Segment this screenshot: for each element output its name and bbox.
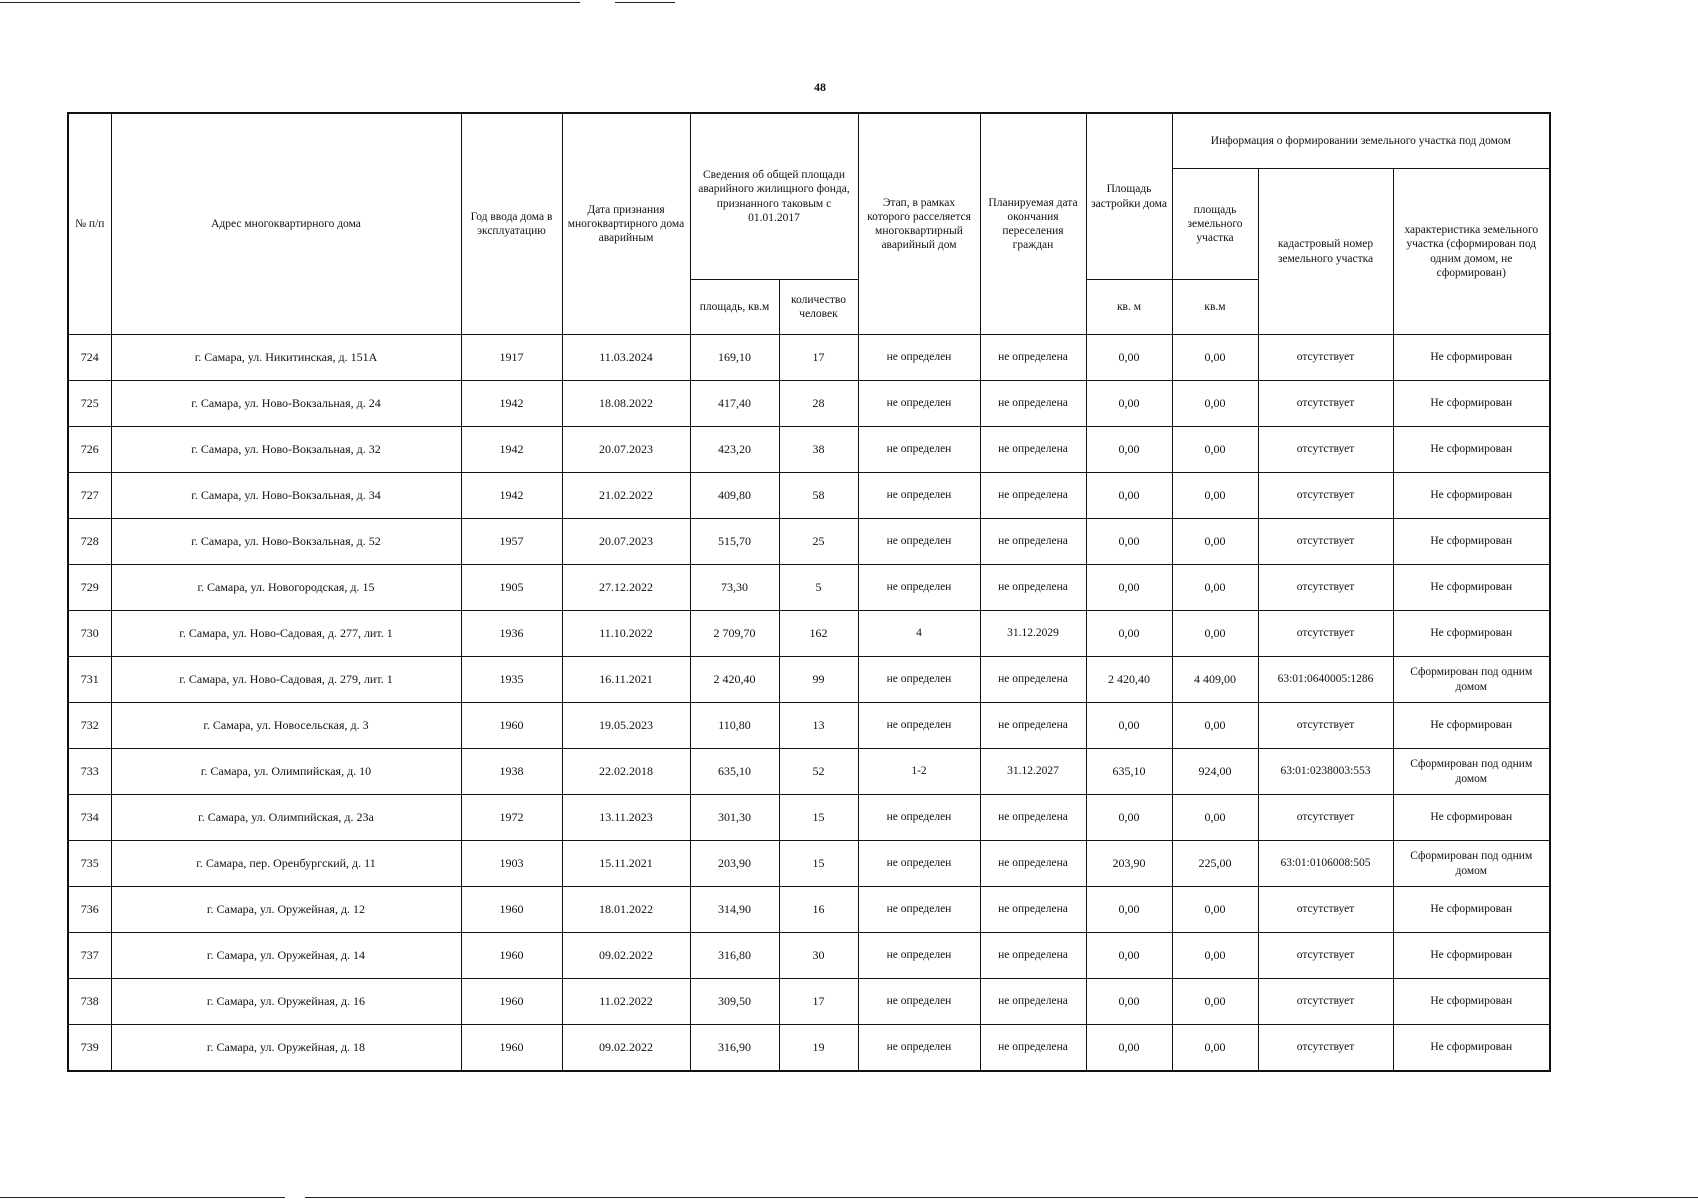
cell-area: 417,40 xyxy=(690,381,779,427)
cell-planned-end: не определена xyxy=(980,841,1086,887)
table-header xyxy=(68,113,1550,335)
table-row xyxy=(68,565,1550,611)
cell-land-area: 4 409,00 xyxy=(1172,657,1258,703)
cell-building-area: 0,00 xyxy=(1086,933,1172,979)
cell-planned-end: не определена xyxy=(980,565,1086,611)
header-area-info: Сведения об общей площади аварийного жилищного фонда, признанного таковым с 01.01.2017 xyxy=(690,113,858,280)
cell-people: 52 xyxy=(779,749,858,795)
cell-people: 13 xyxy=(779,703,858,749)
cell-building-area: 2 420,40 xyxy=(1086,657,1172,703)
header-stage: Этап, в рамках которого расселяется многоквартирный аварийный дом xyxy=(858,113,980,335)
cell-people: 15 xyxy=(779,841,858,887)
cell-num: 735 xyxy=(68,841,111,887)
cell-land-char: Сформирован под одним домом xyxy=(1393,749,1550,795)
cell-recognition-date: 21.02.2022 xyxy=(562,473,690,519)
cell-building-area: 0,00 xyxy=(1086,887,1172,933)
cell-cadastral: отсутствует xyxy=(1258,703,1393,749)
cell-area: 301,30 xyxy=(690,795,779,841)
cell-address: г. Самара, ул. Ново-Вокзальная, д. 34 xyxy=(111,473,461,519)
cell-planned-end: 31.12.2029 xyxy=(980,611,1086,657)
cell-address: г. Самара, ул. Ново-Вокзальная, д. 32 xyxy=(111,427,461,473)
cell-recognition-date: 11.03.2024 xyxy=(562,335,690,381)
cell-address: г. Самара, ул. Олимпийская, д. 23а xyxy=(111,795,461,841)
cell-address: г. Самара, ул. Оружейная, д. 12 xyxy=(111,887,461,933)
cell-cadastral: отсутствует xyxy=(1258,933,1393,979)
cell-cadastral: отсутствует xyxy=(1258,1025,1393,1072)
cell-land-area: 0,00 xyxy=(1172,473,1258,519)
cell-recognition-date: 18.08.2022 xyxy=(562,381,690,427)
cell-building-area: 635,10 xyxy=(1086,749,1172,795)
cell-planned-end: 31.12.2027 xyxy=(980,749,1086,795)
cell-stage: не определен xyxy=(858,381,980,427)
cell-num: 725 xyxy=(68,381,111,427)
cell-num: 732 xyxy=(68,703,111,749)
cell-building-area: 0,00 xyxy=(1086,795,1172,841)
table-row xyxy=(68,611,1550,657)
header-land-area-unit: кв.м xyxy=(1172,280,1258,335)
cell-year: 1942 xyxy=(461,473,562,519)
cell-people: 15 xyxy=(779,795,858,841)
cell-year: 1960 xyxy=(461,1025,562,1072)
cell-stage: не определен xyxy=(858,841,980,887)
header-area: площадь, кв.м xyxy=(690,280,779,335)
table-row xyxy=(68,473,1550,519)
cell-land-area: 0,00 xyxy=(1172,381,1258,427)
cell-cadastral: отсутствует xyxy=(1258,795,1393,841)
cell-planned-end: не определена xyxy=(980,427,1086,473)
cell-address: г. Самара, пер. Оренбургский, д. 11 xyxy=(111,841,461,887)
cell-recognition-date: 16.11.2021 xyxy=(562,657,690,703)
cell-address: г. Самара, ул. Ново-Садовая, д. 279, лит. 1 xyxy=(111,657,461,703)
cell-cadastral: 63:01:0106008:505 xyxy=(1258,841,1393,887)
cell-land-area: 0,00 xyxy=(1172,611,1258,657)
cell-land-char: Не сформирован xyxy=(1393,611,1550,657)
cell-land-char: Не сформирован xyxy=(1393,565,1550,611)
cell-area: 314,90 xyxy=(690,887,779,933)
cell-land-char: Не сформирован xyxy=(1393,703,1550,749)
cell-land-area: 0,00 xyxy=(1172,519,1258,565)
cell-stage: не определен xyxy=(858,1025,980,1072)
cell-building-area: 0,00 xyxy=(1086,703,1172,749)
table-body xyxy=(68,335,1550,1072)
cell-land-char: Не сформирован xyxy=(1393,795,1550,841)
cell-area: 169,10 xyxy=(690,335,779,381)
cell-num: 727 xyxy=(68,473,111,519)
cell-land-area: 0,00 xyxy=(1172,565,1258,611)
cell-stage: не определен xyxy=(858,887,980,933)
cell-year: 1917 xyxy=(461,335,562,381)
cell-planned-end: не определена xyxy=(980,703,1086,749)
cell-land-area: 0,00 xyxy=(1172,933,1258,979)
cell-year: 1972 xyxy=(461,795,562,841)
cell-area: 110,80 xyxy=(690,703,779,749)
cell-people: 25 xyxy=(779,519,858,565)
cell-recognition-date: 09.02.2022 xyxy=(562,933,690,979)
cell-land-char: Не сформирован xyxy=(1393,1025,1550,1072)
cell-num: 739 xyxy=(68,1025,111,1072)
header-planned-end: Планируемая дата окончания переселения граждан xyxy=(980,113,1086,335)
cell-people: 16 xyxy=(779,887,858,933)
cell-cadastral: отсутствует xyxy=(1258,381,1393,427)
cell-planned-end: не определена xyxy=(980,473,1086,519)
table-row xyxy=(68,703,1550,749)
cell-land-char: Не сформирован xyxy=(1393,335,1550,381)
cell-recognition-date: 20.07.2023 xyxy=(562,519,690,565)
cell-cadastral: отсутствует xyxy=(1258,427,1393,473)
cell-land-area: 0,00 xyxy=(1172,795,1258,841)
cell-year: 1935 xyxy=(461,657,562,703)
scan-edge-top-left xyxy=(0,2,580,3)
cell-building-area: 0,00 xyxy=(1086,335,1172,381)
cell-area: 309,50 xyxy=(690,979,779,1025)
cell-area: 316,90 xyxy=(690,1025,779,1072)
cell-year: 1942 xyxy=(461,427,562,473)
cell-cadastral: отсутствует xyxy=(1258,887,1393,933)
cell-land-area: 0,00 xyxy=(1172,427,1258,473)
cell-cadastral: отсутствует xyxy=(1258,565,1393,611)
table-row xyxy=(68,381,1550,427)
cell-people: 17 xyxy=(779,335,858,381)
cell-cadastral: отсутствует xyxy=(1258,473,1393,519)
cell-planned-end: не определена xyxy=(980,335,1086,381)
cell-stage: не определен xyxy=(858,473,980,519)
cell-recognition-date: 11.02.2022 xyxy=(562,979,690,1025)
cell-area: 203,90 xyxy=(690,841,779,887)
cell-area: 316,80 xyxy=(690,933,779,979)
cell-land-char: Не сформирован xyxy=(1393,933,1550,979)
cell-cadastral: отсутствует xyxy=(1258,519,1393,565)
header-year: Год ввода дома в эксплуатацию xyxy=(461,113,562,335)
cell-land-char: Не сформирован xyxy=(1393,887,1550,933)
cell-planned-end: не определена xyxy=(980,795,1086,841)
cell-year: 1960 xyxy=(461,933,562,979)
cell-num: 726 xyxy=(68,427,111,473)
cell-land-char: Не сформирован xyxy=(1393,427,1550,473)
cell-area: 515,70 xyxy=(690,519,779,565)
cell-address: г. Самара, ул. Ново-Вокзальная, д. 52 xyxy=(111,519,461,565)
cell-address: г. Самара, ул. Новосельская, д. 3 xyxy=(111,703,461,749)
cell-address: г. Самара, ул. Оружейная, д. 14 xyxy=(111,933,461,979)
cell-land-char: Сформирован под одним домом xyxy=(1393,657,1550,703)
cell-people: 162 xyxy=(779,611,858,657)
table-row xyxy=(68,933,1550,979)
cell-num: 736 xyxy=(68,887,111,933)
cell-area: 635,10 xyxy=(690,749,779,795)
cell-stage: не определен xyxy=(858,979,980,1025)
cell-planned-end: не определена xyxy=(980,1025,1086,1072)
cell-recognition-date: 19.05.2023 xyxy=(562,703,690,749)
cell-address: г. Самара, ул. Олимпийская, д. 10 xyxy=(111,749,461,795)
cell-recognition-date: 13.11.2023 xyxy=(562,795,690,841)
header-cadastral: кадастровый номер земельного участка xyxy=(1258,169,1393,335)
cell-stage: не определен xyxy=(858,565,980,611)
cell-year: 1936 xyxy=(461,611,562,657)
cell-planned-end: не определена xyxy=(980,887,1086,933)
cell-building-area: 0,00 xyxy=(1086,381,1172,427)
cell-people: 99 xyxy=(779,657,858,703)
cell-land-area: 0,00 xyxy=(1172,703,1258,749)
table-row xyxy=(68,795,1550,841)
cell-area: 423,20 xyxy=(690,427,779,473)
cell-address: г. Самара, ул. Новогородская, д. 15 xyxy=(111,565,461,611)
cell-year: 1938 xyxy=(461,749,562,795)
cell-recognition-date: 18.01.2022 xyxy=(562,887,690,933)
cell-recognition-date: 11.10.2022 xyxy=(562,611,690,657)
header-people: количество человек xyxy=(779,280,858,335)
cell-address: г. Самара, ул. Ново-Садовая, д. 277, лит. 1 xyxy=(111,611,461,657)
cell-land-char: Не сформирован xyxy=(1393,519,1550,565)
cell-building-area: 0,00 xyxy=(1086,565,1172,611)
cell-people: 58 xyxy=(779,473,858,519)
cell-planned-end: не определена xyxy=(980,933,1086,979)
header-land-info: Информация о формировании земельного участка под домом xyxy=(1172,113,1550,169)
cell-land-area: 0,00 xyxy=(1172,1025,1258,1072)
table-row xyxy=(68,427,1550,473)
cell-land-char: Сформирован под одним домом xyxy=(1393,841,1550,887)
table-row xyxy=(68,657,1550,703)
cell-area: 73,30 xyxy=(690,565,779,611)
cell-address: г. Самара, ул. Оружейная, д. 16 xyxy=(111,979,461,1025)
cell-area: 2 420,40 xyxy=(690,657,779,703)
header-land-char: характеристика земельного участка (сформирован под одним домом, не сформирован) xyxy=(1393,169,1550,335)
cell-stage: не определен xyxy=(858,657,980,703)
table-row xyxy=(68,519,1550,565)
cell-year: 1960 xyxy=(461,979,562,1025)
cell-year: 1903 xyxy=(461,841,562,887)
scan-edge-top-mid xyxy=(615,2,675,3)
cell-land-area: 0,00 xyxy=(1172,335,1258,381)
cell-land-char: Не сформирован xyxy=(1393,473,1550,519)
cell-planned-end: не определена xyxy=(980,657,1086,703)
cell-people: 28 xyxy=(779,381,858,427)
cell-stage: 4 xyxy=(858,611,980,657)
cell-num: 728 xyxy=(68,519,111,565)
cell-year: 1960 xyxy=(461,887,562,933)
header-building-area-unit: кв. м xyxy=(1086,280,1172,335)
cell-year: 1957 xyxy=(461,519,562,565)
cell-land-area: 0,00 xyxy=(1172,979,1258,1025)
cell-num: 738 xyxy=(68,979,111,1025)
table-row xyxy=(68,1025,1550,1072)
cell-recognition-date: 22.02.2018 xyxy=(562,749,690,795)
table-row xyxy=(68,979,1550,1025)
cell-people: 30 xyxy=(779,933,858,979)
table-row xyxy=(68,335,1550,381)
cell-cadastral: 63:01:0640005:1286 xyxy=(1258,657,1393,703)
cell-building-area: 0,00 xyxy=(1086,519,1172,565)
cell-stage: не определен xyxy=(858,335,980,381)
cell-cadastral: 63:01:0238003:553 xyxy=(1258,749,1393,795)
cell-cadastral: отсутствует xyxy=(1258,335,1393,381)
cell-land-char: Не сформирован xyxy=(1393,979,1550,1025)
cell-area: 2 709,70 xyxy=(690,611,779,657)
cell-building-area: 0,00 xyxy=(1086,427,1172,473)
header-building-area: Площадь застройки дома xyxy=(1086,113,1172,280)
cell-recognition-date: 15.11.2021 xyxy=(562,841,690,887)
cell-recognition-date: 27.12.2022 xyxy=(562,565,690,611)
cell-people: 38 xyxy=(779,427,858,473)
cell-stage: не определен xyxy=(858,703,980,749)
cell-num: 724 xyxy=(68,335,111,381)
cell-land-area: 225,00 xyxy=(1172,841,1258,887)
cell-num: 737 xyxy=(68,933,111,979)
cell-num: 733 xyxy=(68,749,111,795)
scan-edge-bottom-left xyxy=(0,1197,285,1198)
cell-address: г. Самара, ул. Ново-Вокзальная, д. 24 xyxy=(111,381,461,427)
header-recognition-date: Дата признания многоквартирного дома аварийным xyxy=(562,113,690,335)
cell-stage: не определен xyxy=(858,427,980,473)
table-row xyxy=(68,887,1550,933)
cell-land-area: 924,00 xyxy=(1172,749,1258,795)
cell-people: 5 xyxy=(779,565,858,611)
header-land-area: площадь земельного участка xyxy=(1172,169,1258,280)
cell-land-area: 0,00 xyxy=(1172,887,1258,933)
cell-num: 731 xyxy=(68,657,111,703)
cell-num: 729 xyxy=(68,565,111,611)
cell-stage: не определен xyxy=(858,519,980,565)
cell-stage: 1-2 xyxy=(858,749,980,795)
cell-year: 1960 xyxy=(461,703,562,749)
cell-recognition-date: 09.02.2022 xyxy=(562,1025,690,1072)
cell-address: г. Самара, ул. Никитинская, д. 151А xyxy=(111,335,461,381)
cell-building-area: 0,00 xyxy=(1086,473,1172,519)
cell-num: 730 xyxy=(68,611,111,657)
cell-building-area: 0,00 xyxy=(1086,611,1172,657)
cell-land-char: Не сформирован xyxy=(1393,381,1550,427)
cell-year: 1905 xyxy=(461,565,562,611)
emergency-housing-table xyxy=(67,112,1551,1072)
cell-address: г. Самара, ул. Оружейная, д. 18 xyxy=(111,1025,461,1072)
cell-building-area: 203,90 xyxy=(1086,841,1172,887)
table-row xyxy=(68,841,1550,887)
cell-num: 734 xyxy=(68,795,111,841)
cell-stage: не определен xyxy=(858,795,980,841)
scan-edge-bottom-right xyxy=(305,1197,1698,1198)
cell-planned-end: не определена xyxy=(980,381,1086,427)
cell-cadastral: отсутствует xyxy=(1258,611,1393,657)
header-address: Адрес многоквартирного дома xyxy=(111,113,461,335)
cell-building-area: 0,00 xyxy=(1086,979,1172,1025)
cell-stage: не определен xyxy=(858,933,980,979)
cell-recognition-date: 20.07.2023 xyxy=(562,427,690,473)
cell-building-area: 0,00 xyxy=(1086,1025,1172,1072)
cell-planned-end: не определена xyxy=(980,979,1086,1025)
table-row xyxy=(68,749,1550,795)
cell-people: 19 xyxy=(779,1025,858,1072)
cell-cadastral: отсутствует xyxy=(1258,979,1393,1025)
page-number: 48 xyxy=(814,80,826,94)
cell-people: 17 xyxy=(779,979,858,1025)
cell-area: 409,80 xyxy=(690,473,779,519)
header-num: № п/п xyxy=(68,113,111,335)
cell-planned-end: не определена xyxy=(980,519,1086,565)
cell-year: 1942 xyxy=(461,381,562,427)
